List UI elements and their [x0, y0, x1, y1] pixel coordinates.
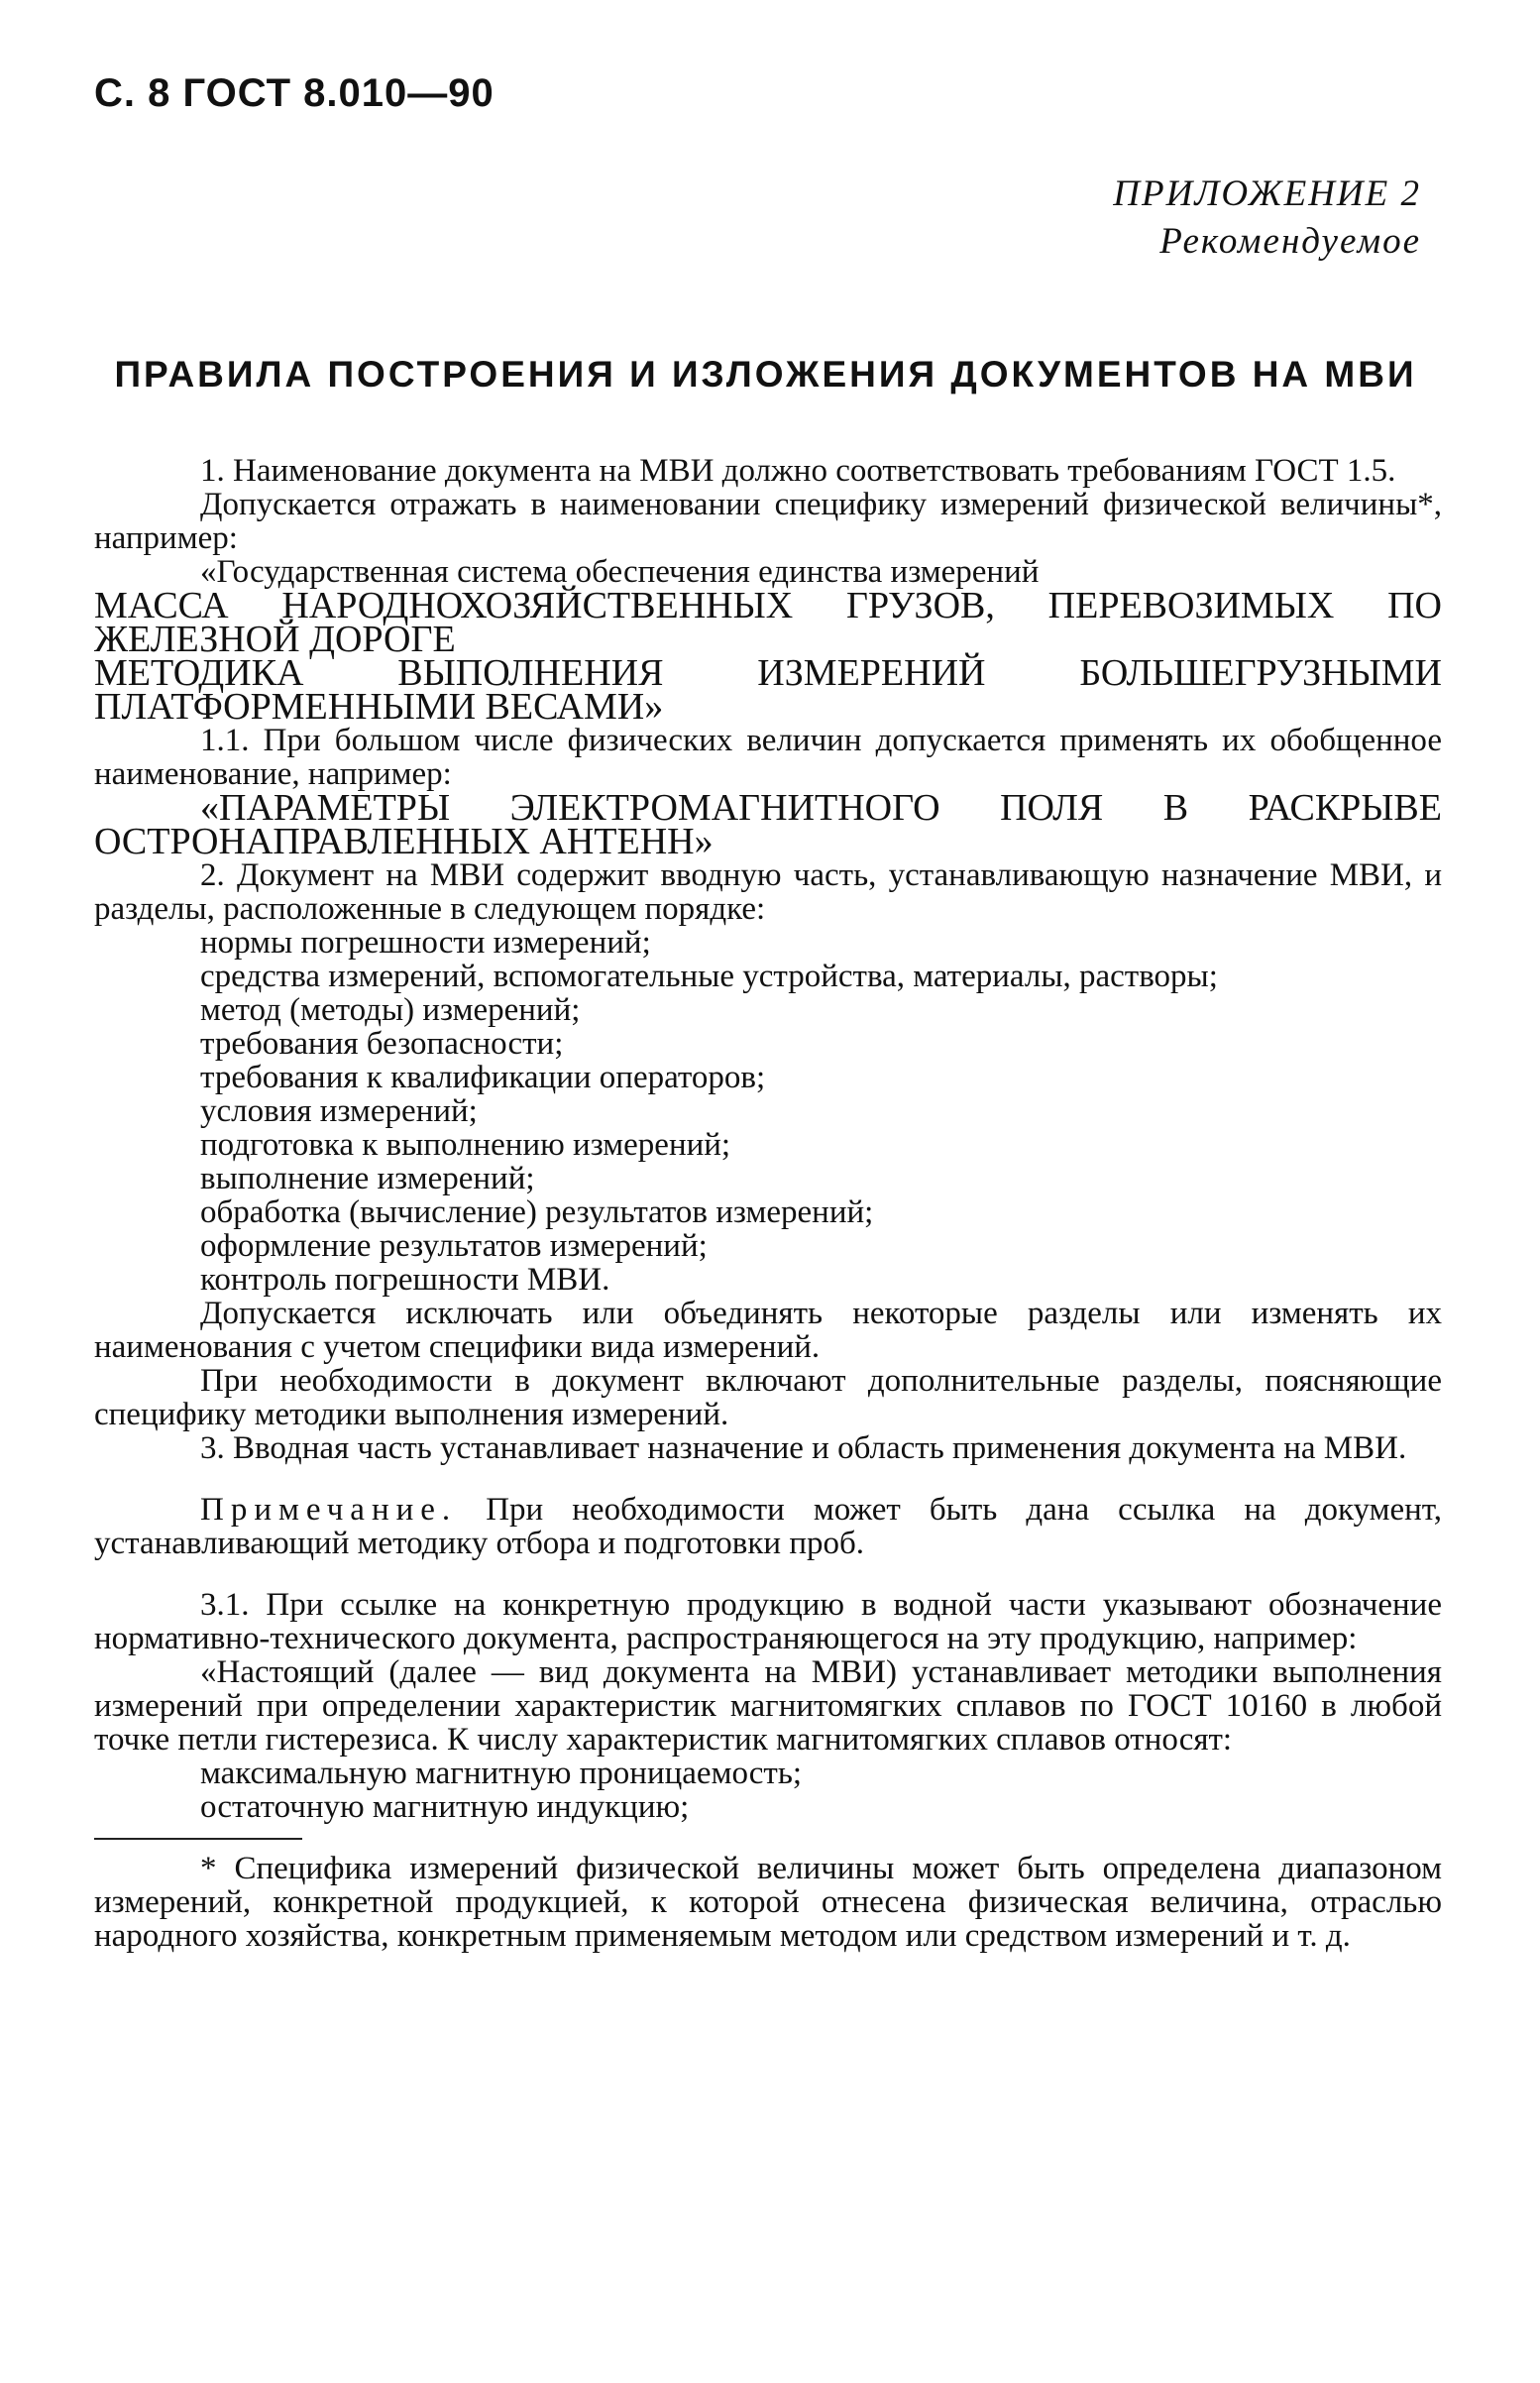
list-item: контроль погрешности МВИ.	[200, 1262, 610, 1298]
note	[94, 1493, 1442, 1560]
paragraph-3-1-quote: «Настоящий (далее — вид документа на МВИ) устанавливает методики выполнения измерений при определении характеристик магнитомягких сплавов по ГОСТ 10160 в любой точке петли гистерезиса. К числу характеристик магнитомягких сплавов относят:	[94, 1654, 1442, 1758]
paragraph-2-additional: При необходимости в документ включают дополнительные разделы, поясняющие специфику методики выполнения измерений.	[94, 1363, 1442, 1432]
note-label: Примечание.	[200, 1492, 458, 1528]
list-item: метод (методы) измерений;	[200, 992, 581, 1028]
list-item: оформление результатов измерений;	[200, 1228, 708, 1264]
example-1-intro: «Государственная система обеспечения единства измерений	[200, 554, 1040, 590]
list-item: подготовка к выполнению измерений;	[200, 1127, 731, 1163]
paragraph-3: 3. Вводная часть устанавливает назначение и область применения документа на МВИ.	[200, 1430, 1407, 1466]
document-title: ПРАВИЛА ПОСТРОЕНИЯ И ИЗЛОЖЕНИЯ ДОКУМЕНТОВ НА МВИ	[114, 354, 1417, 395]
document-body	[94, 454, 1442, 1953]
page-header: С. 8 ГОСТ 8.010—90	[94, 71, 495, 115]
note-text: При необходимости может быть дана ссылка на документ, устанавливающий методику отбора и подготовки проб.	[94, 1492, 1442, 1561]
list-item: требования к квалификации операторов;	[200, 1060, 766, 1095]
list-item: максимальную магнитную проницаемость;	[200, 1756, 803, 1791]
list-item: выполнение измерений;	[200, 1161, 535, 1196]
list-item: остаточную магнитную индукцию;	[200, 1789, 690, 1825]
list-item: требования безопасности;	[200, 1026, 564, 1062]
footnote-divider	[94, 1838, 302, 1840]
paragraph-2-exclusion: Допускается исключать или объединять некоторые разделы или изменять их наименования с учетом специфики вида измерений.	[94, 1296, 1442, 1365]
footnote: * Специфика измерений физической величины может быть определена диапазоном измерений, конкретной продукцией, к которой отнесена физическая величина, отраслью народного хозяйства, конкретным применяемым методом или средством измерений и т. д.	[94, 1851, 1442, 1954]
spacer	[94, 1560, 1442, 1588]
example-2: «ПАРАМЕТРЫ ЭЛЕКТРОМАГНИТНОГО ПОЛЯ В РАСКРЫВЕ ОСТРОНАПРАВЛЕННЫХ АНТЕНН»	[94, 787, 1442, 862]
example-1-line-1: МАССА НАРОДНОХОЗЯЙСТВЕННЫХ ГРУЗОВ, ПЕРЕВОЗИМЫХ ПО ЖЕЛЕЗНОЙ ДОРОГЕ	[94, 585, 1442, 660]
paragraph-1-allowance: Допускается отражать в наименовании специфику измерений физической величины*, например:	[94, 487, 1442, 556]
spacer	[94, 1465, 1442, 1493]
paragraph-1: 1. Наименование документа на МВИ должно соответствовать требованиям ГОСТ 1.5.	[200, 453, 1396, 489]
list-item: нормы погрешности измерений;	[200, 925, 651, 961]
list-item: средства измерений, вспомогательные устройства, материалы, растворы;	[200, 959, 1218, 994]
list-item: условия измерений;	[200, 1093, 478, 1129]
appendix-block	[1113, 170, 1421, 266]
paragraph-3-1: 3.1. При ссылке на конкретную продукцию в водной части указывают обозначение нормативно-технического документа, распространяющегося на эту продукцию, например:	[94, 1587, 1442, 1656]
example-1-line-2: МЕТОДИКА ВЫПОЛНЕНИЯ ИЗМЕРЕНИЙ БОЛЬШЕГРУЗНЫМИ ПЛАТФОРМЕННЫМИ ВЕСАМИ»	[94, 652, 1442, 728]
paragraph-1-1: 1.1. При большом числе физических величин допускается применять их обобщенное наименование, например:	[94, 723, 1442, 792]
appendix-status: Рекомендуемое	[1159, 221, 1421, 262]
sections-list	[94, 926, 1442, 1297]
list-item: обработка (вычисление) результатов измерений;	[200, 1194, 874, 1230]
paragraph-2: 2. Документ на МВИ содержит вводную часть, устанавливающую назначение МВИ, и разделы, расположенные в следующем порядке:	[94, 857, 1442, 927]
appendix-label: ПРИЛОЖЕНИЕ 2	[1113, 173, 1421, 214]
